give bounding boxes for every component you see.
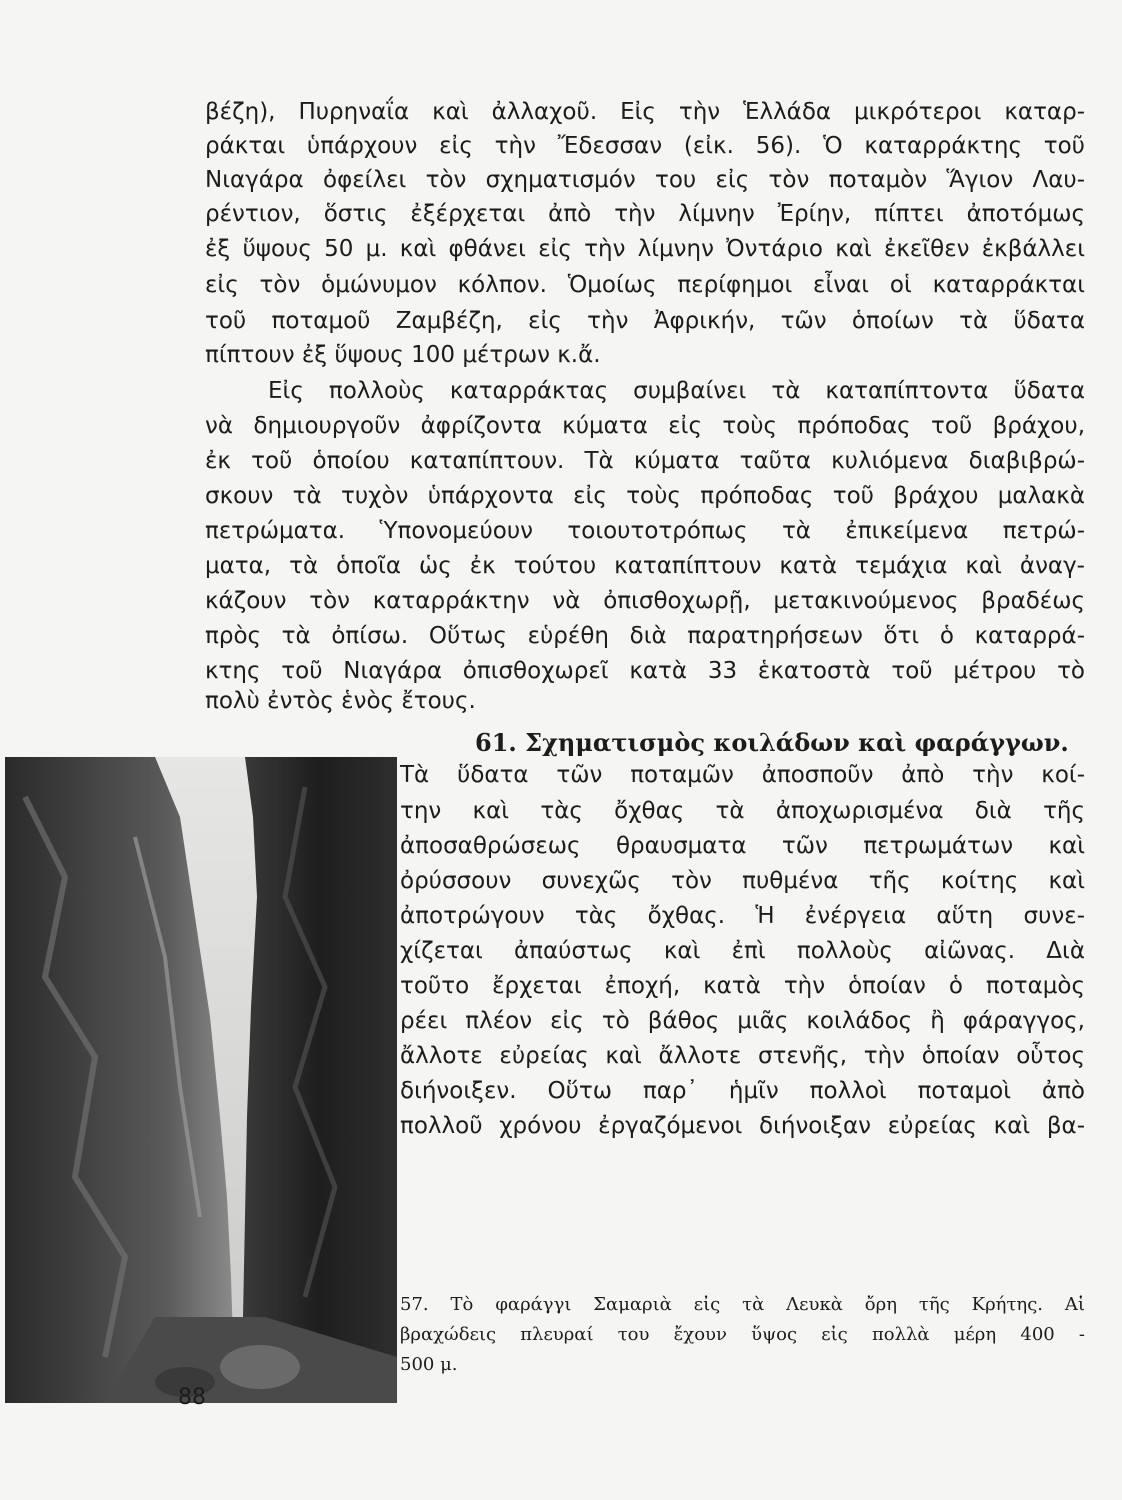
text-line: ματα, τὰ ὁποῖα ὡς ἐκ τούτου καταπίπτουν κατὰ τεμάχια καὶ ἀναγ- (205, 553, 1085, 579)
text-line: ἄλλοτε εὐρείας καὶ ἄλλοτε στενῆς, τὴν ὁποίαν οὗτος (400, 1043, 1085, 1069)
text-line: Εἰς πολλοὺς καταρράκτας συμβαίνει τὰ καταπίπτοντα ὕδατα (268, 378, 1085, 404)
section-heading: 61. Σχηματισμὸς κοιλάδων καὶ φαράγγων. (475, 728, 1069, 757)
text-line: πολὺ ἐντὸς ἑνὸς ἔτους. (205, 688, 476, 714)
text-line: Τὰ ὕδατα τῶν ποταμῶν ἀποσποῦν ἀπὸ τὴν κοί- (400, 762, 1085, 788)
text-line: ρέντιον, ὅστις ἐξέρχεται ἀπὸ τὴν λίμνην Ἐρίην, πίπτει ἀποτόμως (205, 201, 1085, 227)
page-number: 88 (178, 1385, 206, 1410)
text-line: Νιαγάρα ὀφείλει τὸν σχηματισμόν του εἰς τὸν ποταμὸν Ἅγιον Λαυ- (205, 167, 1085, 193)
text-line: νὰ δημιουργοῦν ἀφρίζοντα κύματα εἰς τοὺς πρόποδας τοῦ βράχου, (205, 413, 1085, 439)
text-line: ράκται ὑπάρχουν εἰς τὴν Ἔδεσσαν (εἰκ. 56). Ὁ καταρράκτης τοῦ (205, 133, 1085, 159)
text-line: πετρώματα. Ὑπονομεύουν τοιουτοτρόπως τὰ ἐπικείμενα πετρώ- (205, 518, 1085, 544)
caption-line: 57. Τὸ φαράγγι Σαμαριὰ εἰς τὰ Λευκὰ ὄρη τῆς Κρήτης. Αἱ (400, 1294, 1085, 1315)
text-line: ἀποτρώγουν τὰς ὄχθας. Ἡ ἐνέργεια αὕτη συνε- (400, 903, 1085, 929)
text-line: ἐκ τοῦ ὁποίου καταπίπτουν. Τὰ κύματα ταῦτα κυλιόμενα διαβιβρώ- (205, 448, 1085, 474)
text-line: σκουν τὰ τυχὸν ὑπάρχοντα εἰς τοὺς πρόποδας τοῦ βράχου μαλακὰ (205, 483, 1085, 509)
text-line: τοῦ ποταμοῦ Ζαμβέζη, εἰς τὴν Ἀφρικήν, τῶν ὁποίων τὰ ὕδατα (205, 308, 1085, 334)
text-line: εἰς τὸν ὁμώνυμον κόλπον. Ὁμοίως περίφημοι εἶναι οἱ καταρράκται (205, 272, 1085, 298)
text-line: πολλοῦ χρόνου ἐργαζόμενοι διήνοιξαν εὐρείας καὶ βα- (400, 1113, 1085, 1139)
text-line: ρέει πλέον εἰς τὸ βάθος μιᾶς κοιλάδος ἢ φάραγγος, (400, 1008, 1085, 1034)
text-line: πρὸς τὰ ὀπίσω. Οὕτως εὑρέθη διὰ παρατηρήσεων ὅτι ὁ καταρρά- (205, 623, 1085, 649)
text-line: ἀποσαθρώσεως θραυσματα τῶν πετρωμάτων καὶ (400, 833, 1085, 859)
text-line: κτης τοῦ Νιαγάρα ὀπισθοχωρεῖ κατὰ 33 ἑκατοστὰ τοῦ μέτρου τὸ (205, 658, 1085, 684)
text-line: χίζεται ἀπαύστως καὶ ἐπὶ πολλοὺς αἰῶνας. Διὰ (400, 938, 1085, 964)
text-line: τοῦτο ἔρχεται ἐποχή, κατὰ τὴν ὁποίαν ὁ ποταμὸς (400, 973, 1085, 999)
text-line: διήνοιξεν. Οὕτω παρ᾽ ἡμῖν πολλοὶ ποταμοὶ ἀπὸ (400, 1078, 1085, 1104)
text-line: κάζουν τὸν καταρράκτην νὰ ὀπισθοχωρῇ, μετακινούμενος βραδέως (205, 588, 1085, 614)
caption-line: βραχώδεις πλευραί του ἔχουν ὕψος εἰς πολλὰ μέρη 400 - (400, 1324, 1085, 1345)
text-line: την καὶ τὰς ὄχθας τὰ ἀποχωρισμένα διὰ τῆς (400, 798, 1085, 824)
text-line: ὀρύσσουν συνεχῶς τὸν πυθμένα τῆς κοίτης καὶ (400, 868, 1085, 894)
text-line: πίπτουν ἐξ ὕψους 100 μέτρων κ.ἄ. (205, 342, 601, 368)
caption-line: 500 μ. (400, 1354, 458, 1375)
gorge-photo (5, 757, 397, 1403)
text-line: ἐξ ὕψους 50 μ. καὶ φθάνει εἰς τὴν λίμνην Ὀντάριο καὶ ἐκεῖθεν ἐκβάλλει (205, 236, 1085, 262)
text-line: βέζη), Πυρηναΐα καὶ ἀλλαχοῦ. Εἰς τὴν Ἑλλάδα μικρότεροι καταρ- (205, 99, 1085, 125)
